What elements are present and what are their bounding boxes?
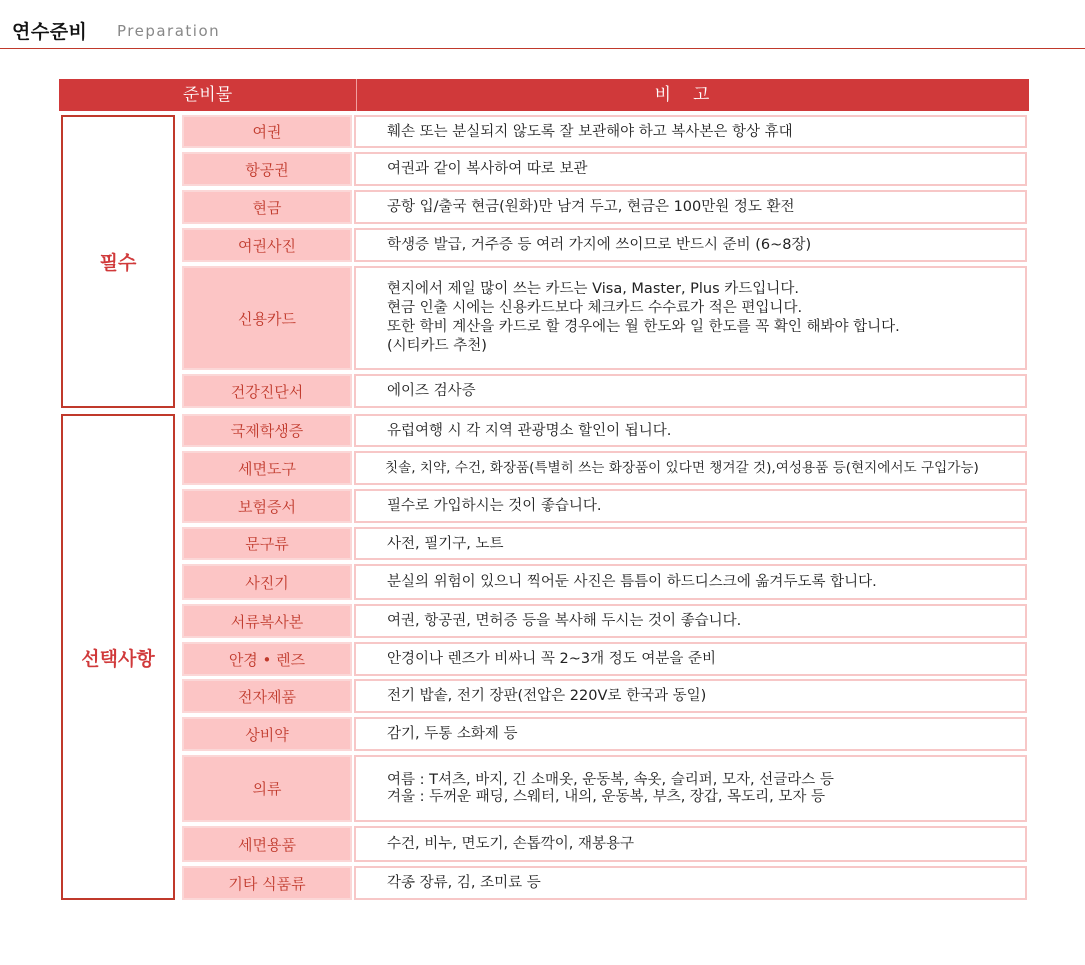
item-cell: 현금 <box>182 190 352 224</box>
item-cell: 항공권 <box>182 152 352 186</box>
note-text: 필수로 가입하시는 것이 좋습니다. <box>387 498 602 514</box>
note-cell <box>354 717 1027 751</box>
table-row <box>182 489 1027 523</box>
item-cell: 국제학생증 <box>182 414 352 447</box>
note-text: 유럽여행 시 각 지역 관광명소 할인이 됩니다. <box>387 422 672 439</box>
note-cell <box>354 190 1027 224</box>
item-cell: 전자제품 <box>182 679 352 713</box>
table-row <box>182 152 1027 186</box>
page-header <box>0 0 1085 49</box>
table-row <box>182 866 1027 900</box>
note-line: (시티카드 추천) <box>387 338 487 354</box>
table-row <box>182 717 1027 751</box>
table-row <box>182 451 1027 485</box>
note-line: 또한 학비 계산을 카드로 할 경우에는 월 한도와 일 한도를 꼭 확인 해봐야 합니다. <box>387 319 900 335</box>
table-row <box>182 564 1027 600</box>
note-text: 칫솔, 치약, 수건, 화장품(특별히 쓰는 화장품이 있다면 챙겨갈 것),여성용품 등(현지에서도 구입가능) <box>385 460 979 476</box>
table-row <box>182 190 1027 224</box>
note-cell <box>354 152 1027 186</box>
note-cell <box>354 826 1027 862</box>
table-row <box>182 755 1027 822</box>
table-header <box>59 79 1029 111</box>
page-subtitle: Preparation <box>117 22 221 40</box>
column-header-preparation: 준비물 <box>59 79 357 111</box>
note-cell <box>354 414 1027 447</box>
item-cell: 서류복사본 <box>182 604 352 638</box>
item-cell: 사진기 <box>182 564 352 600</box>
item-cell: 문구류 <box>182 527 352 560</box>
table-row <box>182 374 1027 408</box>
note-line: 여름 : T셔츠, 바지, 긴 소매옷, 운동복, 속옷, 슬리퍼, 모자, 선글라스 등 <box>387 771 834 788</box>
note-text: 훼손 또는 분실되지 않도록 잘 보관해야 하고 복사본은 항상 휴대 <box>387 123 793 140</box>
note-cell <box>354 266 1027 370</box>
note-text: 에이즈 검사증 <box>387 383 476 399</box>
note-line: 겨울 : 두꺼운 패딩, 스웨터, 내의, 운동복, 부츠, 장갑, 목도리, 모자 등 <box>387 788 826 805</box>
item-cell: 의류 <box>182 755 352 822</box>
note-text: 각종 장류, 김, 조미료 등 <box>387 875 541 891</box>
note-line: 현지에서 제일 많이 쓰는 카드는 Visa, Master, Plus 카드입니다. <box>387 281 799 297</box>
item-cell: 여권 <box>182 115 352 148</box>
table-row <box>182 604 1027 638</box>
note-text: 여권, 항공권, 면허증 등을 복사해 두시는 것이 좋습니다. <box>387 613 742 629</box>
note-cell <box>354 489 1027 523</box>
note-cell <box>354 642 1027 676</box>
item-cell: 여권사진 <box>182 228 352 262</box>
note-cell <box>354 679 1027 713</box>
group-label-required: 필수 <box>99 252 137 274</box>
group-optional <box>61 414 175 900</box>
table-row <box>182 414 1027 447</box>
table-row <box>182 527 1027 560</box>
note-text: 사전, 필기구, 노트 <box>387 535 504 552</box>
note-cell <box>354 451 1027 485</box>
group-required <box>61 115 175 408</box>
note-text: 학생증 발급, 거주증 등 여러 가지에 쓰이므로 반드시 준비 (6~8장) <box>387 237 812 253</box>
note-text: 감기, 두통 소화제 등 <box>387 726 518 742</box>
item-cell: 건강진단서 <box>182 374 352 408</box>
item-cell: 세면도구 <box>182 451 352 485</box>
note-line: 현금 인출 시에는 신용카드보다 체크카드 수수료가 적은 편입니다. <box>387 300 803 316</box>
note-cell <box>354 374 1027 408</box>
page-title: 연수준비 <box>12 21 88 43</box>
note-text: 공항 입/출국 현금(원화)만 남겨 두고, 현금은 100만원 정도 환전 <box>387 199 795 215</box>
item-cell: 세면용품 <box>182 826 352 862</box>
note-text: 전기 밥솥, 전기 장판(전압은 220V로 한국과 동일) <box>387 688 707 704</box>
table-row <box>182 228 1027 262</box>
note-cell <box>354 228 1027 262</box>
note-cell <box>354 527 1027 560</box>
column-header-note: 비고 <box>654 85 732 105</box>
note-cell <box>354 604 1027 638</box>
note-text: 여권과 같이 복사하여 따로 보관 <box>387 161 588 177</box>
note-text: 분실의 위험이 있으니 찍어둔 사진은 틈틈이 하드디스크에 옮겨두도록 합니다. <box>387 574 877 590</box>
item-cell: 상비약 <box>182 717 352 751</box>
item-cell: 기타 식품류 <box>182 866 352 900</box>
table-row <box>182 826 1027 862</box>
table-row <box>182 115 1027 148</box>
note-text: 안경이나 렌즈가 비싸니 꼭 2~3개 정도 여분을 준비 <box>387 651 716 667</box>
group-label-optional: 선택사항 <box>81 647 155 670</box>
table-row <box>182 642 1027 676</box>
note-cell <box>354 115 1027 148</box>
table-row <box>182 266 1027 370</box>
note-cell <box>354 866 1027 900</box>
table-row <box>182 679 1027 713</box>
note-cell <box>354 564 1027 600</box>
item-cell: 신용카드 <box>182 266 352 370</box>
item-cell: 보험증서 <box>182 489 352 523</box>
item-cell: 안경 • 렌즈 <box>182 642 352 676</box>
note-text: 수건, 비누, 면도기, 손톱깍이, 재봉용구 <box>387 836 634 852</box>
note-cell <box>354 755 1027 822</box>
